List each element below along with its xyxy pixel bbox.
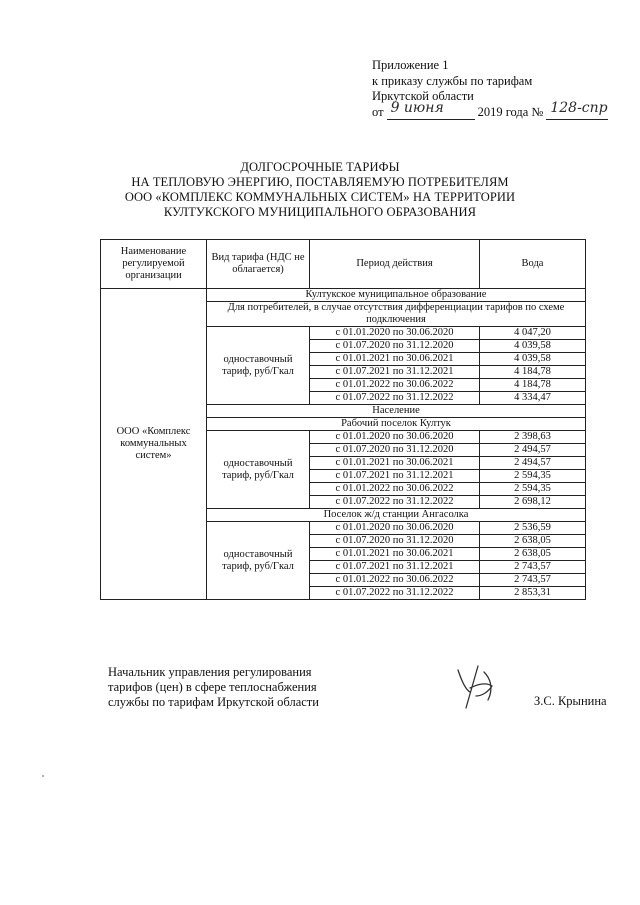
signer-name: З.С. Крынина: [534, 694, 607, 708]
value-cell: 2 638,05: [480, 548, 586, 561]
period-cell: с 01.07.2021 по 31.12.2021: [310, 470, 480, 483]
period-cell: с 01.07.2021 по 31.12.2021: [310, 366, 480, 379]
title-line-3: ООО «КОМПЛЕКС КОММУНАЛЬНЫХ СИСТЕМ» НА ТЕРРИТОРИИ: [124, 190, 516, 204]
value-cell: 4 039,58: [480, 353, 586, 366]
appendix-date-line: [372, 100, 608, 121]
handwritten-number: 128-спр: [550, 100, 608, 116]
period-cell: с 01.01.2021 по 30.06.2021: [310, 353, 480, 366]
population-cell: Население: [207, 405, 586, 418]
title-line-2: НА ТЕПЛОВУЮ ЭНЕРГИЮ, ПОСТАВЛЯЕМУЮ ПОТРЕБИТЕЛЯМ: [131, 175, 509, 189]
value-cell: 2 743,57: [480, 574, 586, 587]
signature-image: [448, 662, 508, 712]
value-cell: 4 184,78: [480, 379, 586, 392]
value-cell: 4 184,78: [480, 366, 586, 379]
municipality-cell: Култукское муниципальное образование: [207, 289, 586, 302]
number-blank: [546, 100, 608, 120]
period-cell: с 01.01.2021 по 30.06.2021: [310, 457, 480, 470]
header-value: Вода: [480, 240, 586, 289]
value-cell: 2 638,05: [480, 535, 586, 548]
settlement1-cell: Рабочий поселок Култук: [207, 418, 586, 431]
handwritten-date: 9 июня: [390, 100, 444, 116]
header-tariff: Вид тарифа (НДС не облагается): [207, 240, 310, 289]
tariff-type-cell: одноставочный тариф, руб/Гкал: [207, 431, 310, 509]
period-cell: с 01.07.2020 по 31.12.2020: [310, 535, 480, 548]
org-name-cell: ООО «Комплекс коммунальных систем»: [101, 289, 207, 600]
value-cell: 2 853,31: [480, 587, 586, 600]
value-cell: 2 698,12: [480, 496, 586, 509]
period-cell: с 01.01.2022 по 30.06.2022: [310, 483, 480, 496]
value-cell: 2 494,57: [480, 457, 586, 470]
tariff-type-cell: одноставочный тариф, руб/Гкал: [207, 327, 310, 405]
period-cell: с 01.07.2020 по 31.12.2020: [310, 340, 480, 353]
footer-line-1: Начальник управления регулирования: [108, 665, 312, 679]
period-cell: с 01.07.2022 по 31.12.2022: [310, 587, 480, 600]
value-cell: 4 047,20: [480, 327, 586, 340]
document-title: [120, 160, 520, 220]
period-cell: с 01.07.2022 по 31.12.2022: [310, 496, 480, 509]
period-cell: с 01.07.2022 по 31.12.2022: [310, 392, 480, 405]
value-cell: 2 594,35: [480, 470, 586, 483]
period-cell: с 01.01.2020 по 30.06.2020: [310, 431, 480, 444]
value-cell: 2 594,35: [480, 483, 586, 496]
period-cell: с 01.01.2022 по 30.06.2022: [310, 379, 480, 392]
footer-line-3: службы по тарифам Иркутской области: [108, 695, 319, 709]
appendix-line-1: Приложение 1: [372, 58, 449, 72]
tariff-table: [100, 239, 586, 600]
period-cell: с 01.01.2020 по 30.06.2020: [310, 327, 480, 340]
value-cell: 2 494,57: [480, 444, 586, 457]
period-cell: с 01.01.2021 по 30.06.2021: [310, 548, 480, 561]
footer-block: [108, 665, 319, 710]
value-cell: 2 398,63: [480, 431, 586, 444]
value-cell: 4 334,47: [480, 392, 586, 405]
value-cell: 4 039,58: [480, 340, 586, 353]
date-prefix: от: [372, 104, 384, 119]
period-cell: с 01.07.2020 по 31.12.2020: [310, 444, 480, 457]
tariff-type-cell: одноставочный тариф, руб/Гкал: [207, 522, 310, 600]
appendix-line-2: к приказу службы по тарифам: [372, 73, 533, 88]
appendix-line-3: Иркутской области: [372, 89, 474, 103]
date-blank: [387, 100, 475, 120]
appendix-block: [372, 58, 608, 120]
settlement2-cell: Поселок ж/д станции Ангасолка: [207, 509, 586, 522]
period-cell: с 01.01.2020 по 30.06.2020: [310, 522, 480, 535]
footer-line-2: тарифов (цен) в сфере теплоснабжения: [108, 680, 317, 694]
section-row: [101, 289, 586, 302]
title-line-4: КУЛТУКСКОГО МУНИЦИПАЛЬНОГО ОБРАЗОВАНИЯ: [163, 205, 477, 219]
period-cell: с 01.01.2022 по 30.06.2022: [310, 574, 480, 587]
group1-title-cell: Для потребителей, в случае отсутствия дифференциации тарифов по схеме подключения: [207, 302, 586, 327]
value-cell: 2 743,57: [480, 561, 586, 574]
header-org: Наименование регулируемой организации: [101, 240, 207, 289]
table-header-row: [101, 240, 586, 289]
period-cell: с 01.07.2021 по 31.12.2021: [310, 561, 480, 574]
title-line-1: ДОЛГОСРОЧНЫЕ ТАРИФЫ: [240, 160, 400, 174]
header-period: Период действия: [310, 240, 480, 289]
value-cell: 2 536,59: [480, 522, 586, 535]
scan-speck: [42, 775, 44, 777]
table-body: [101, 289, 586, 600]
date-mid: 2019 года №: [477, 104, 544, 119]
